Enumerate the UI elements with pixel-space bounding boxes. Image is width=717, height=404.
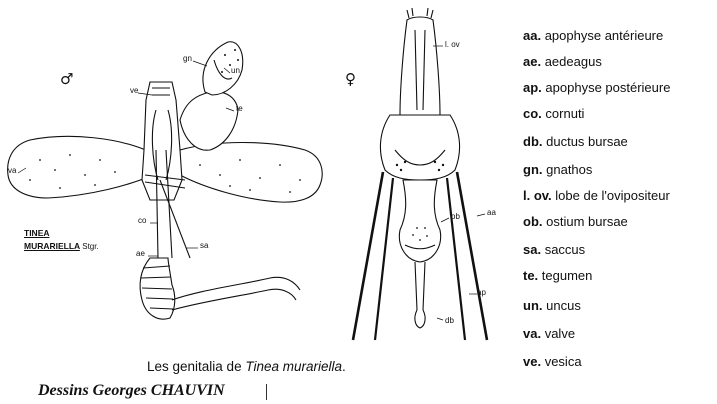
label-ve: ve [130,86,139,95]
legend-item: aa. apophyse antérieure [523,28,664,43]
legend-item: un. uncus [523,298,581,313]
legend-item: va. valve [523,326,576,341]
label-ob: ob [451,212,460,221]
divider [266,384,267,400]
ostium-bursae [399,180,440,262]
male-genitalia-drawing [0,0,330,350]
right-valve [180,143,322,203]
label-un: un [231,66,240,75]
legend-item: sa. saccus [523,242,586,257]
species-label [24,227,99,253]
species-epithet: MURARIELLA [24,241,80,251]
label-aa: aa [487,208,496,217]
legend-item: ap. apophyse postérieure [523,80,671,95]
species-genus: TINEA [24,228,50,238]
label-te: te [236,104,243,113]
legend-item: db. ductus bursae [523,134,628,149]
female-genitalia-drawing [345,0,515,350]
label-ap: ap [477,288,486,297]
label-sa: sa [200,241,209,250]
label-co: co [138,216,147,225]
figure-caption: Les genitalia de Tinea murariella. [147,359,346,374]
legend-item: ob. ostium bursae [523,214,628,229]
ovipositor-lobe [400,17,440,115]
drawing-credit: Dessins Georges CHAUVIN [38,382,225,399]
legend-item: gn. gnathos [523,162,593,177]
legend-item: co. cornuti [523,106,585,121]
legend-item: te. tegumen [523,268,593,283]
tegumen [180,92,238,151]
female-symbol: ♀ [345,70,356,88]
left-valve [8,136,153,198]
caption-species: Tinea murariella [245,359,342,374]
label-gn: gn [183,54,192,63]
label-va: va [8,166,17,175]
legend-item: l. ov. lobe de l'ovipositeur [523,188,670,203]
label-ae: ae [136,249,145,258]
legend-item: ae. aedeagus [523,54,602,69]
legend-item: ve. vesica [523,354,582,369]
male-symbol: ♂ [60,70,74,88]
label-db: db [445,316,454,325]
label-lov: l. ov [445,40,460,49]
ductus-bursae [415,262,425,310]
species-author: Stgr. [82,242,99,251]
